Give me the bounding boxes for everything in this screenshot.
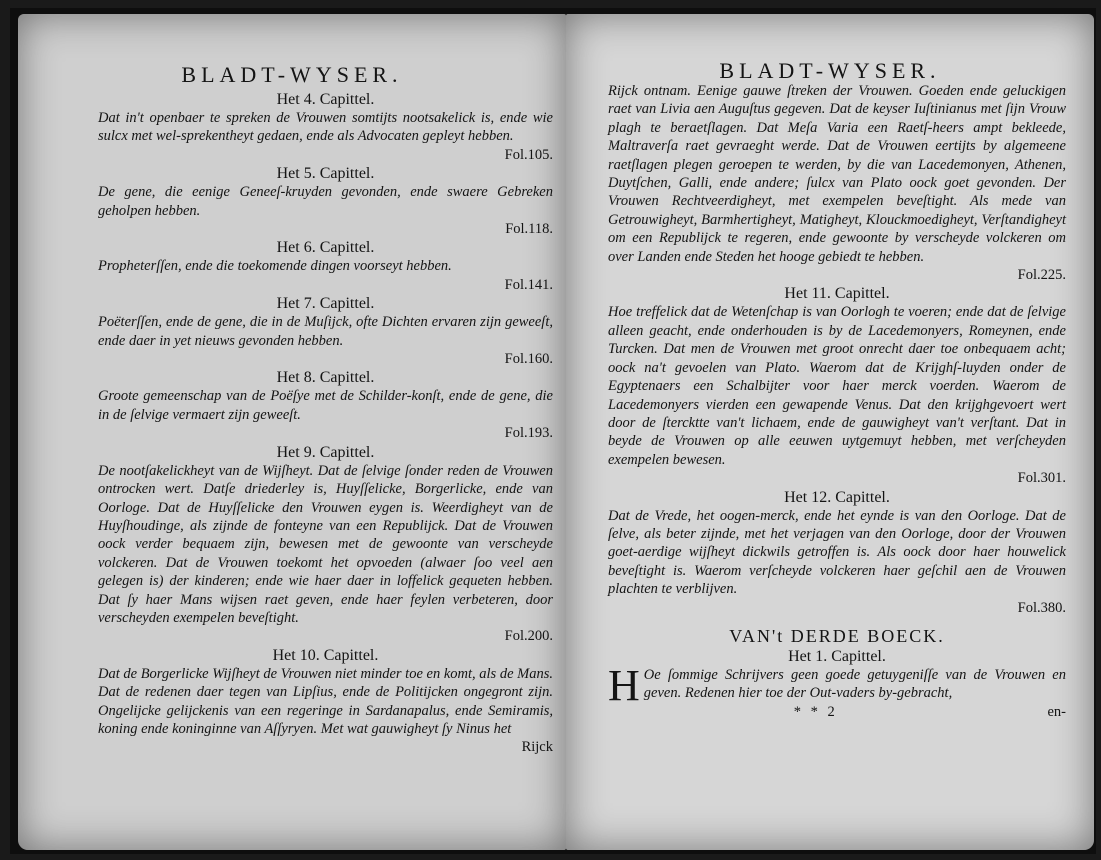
folio-reference: Fol.193. — [504, 425, 553, 442]
index-entry — [98, 443, 553, 646]
chapter-heading: Het 6. Capittel. — [276, 239, 375, 257]
chapter-heading: Het 11. Capittel. — [784, 285, 890, 303]
index-entry — [608, 82, 1066, 284]
folio-reference: Fol.380. — [1017, 599, 1066, 616]
index-entry — [608, 488, 1066, 617]
index-entry — [98, 164, 553, 238]
chapter-heading: Het 1. Capittel. — [788, 647, 886, 665]
chapter-heading: Het 5. Capittel. — [276, 165, 375, 183]
index-entry — [608, 284, 1066, 487]
part-title: VAN't DERDE BOECK. — [729, 625, 945, 646]
catchword: Rijck — [521, 739, 553, 756]
chapter-heading: Het 4. Capittel. — [276, 91, 375, 108]
index-entry — [98, 294, 553, 368]
page-header: BLADT-WYSER. — [181, 62, 403, 87]
chapter-summary: Hoe treffelick dat de Wetenſchap is van Oorlogh te voeren; ende dat de ſelvige alleen geacht, ende onderhouden is by de Lacedemonyers, Romeynen, ende Turcken. Dat men de Vrouwen met groot onrecht daer toe onbequaem acht; oock na't gevoelen van Plato. Waerom dat de Krijghſ-luyden onder de Egyptenaers een Schalbijter voor haer merck voerden. Waerom de Lacedemonyers vierden een gewapende Venus. Dat den krijghgevoert wert door de ſtercktte van't lichaem, ende de gauwigheyt van't verſtant. Dat in beyde de Vrouwen op alle eeuwen uytgemuyt hebben, met verſcheyden exempelen bewesen. — [608, 304, 1066, 468]
index-content — [98, 90, 553, 757]
chapter-heading: Het 12. Capittel. — [784, 488, 890, 506]
index-entry — [98, 90, 553, 164]
chapter-summary-text: Oe ſommige Schrijvers geen goede getuygeniſſe van de Vrouwen en geven. Redenen hier toe der Out-vaders by-gebracht, — [643, 666, 1066, 702]
chapter-summary: De gene, die eenige Geneeſ-kruyden gevonden, ende swaere Gebreken geholpen hebben. — [98, 184, 553, 219]
page-header: BLADT-WYSER. — [719, 58, 941, 83]
folio-reference: Fol.301. — [1017, 470, 1066, 487]
folio-reference: Fol.118. — [505, 221, 553, 238]
chapter-summary: Rijck ontnam. Eenige gauwe ſtreken der Vrouwen. Goeden ende geluckigen raet van Livia aen Auguſtus gegeven. Dat de keyser Iuſtinianus met ſijn Vrouw plagh te beraetſlagen. Dat Meſa Varia een Raetſ-heers ampt bekleede, Maltraverſa raet gevraeght werde. Dat de Vrouwen eertijts by algemeene raetſlagen plegen geroepen te werden, by die van Lacedemonyen, Athenen, Duytſchen, Galli, ende andere; ſulcx van Plato oock goet gevonden. Der Vrouwen Rechtveerdigheyt, met exempelen beveſtight. Als mede van Getrouwigheyt, Barmhertigheyt, Matigheyt, Klouckmoedigheyt, Verſtandigheyt om een Republijck te regeren, ende gewoonte by verscheyde volckeren om over Landen ende Steden het hooge gebiedt te hebben. — [608, 83, 1066, 265]
folio-reference: Fol.141. — [504, 276, 553, 293]
chapter-summary: Poëterſſen, ende de gene, die in de Muſijck, ofte Dichten ervaren zijn geweeſt, ende daer in yet nieuws gevonden hebben. — [98, 314, 553, 349]
index-entry — [98, 368, 553, 442]
chapter-summary: Dat de Borgerlicke Wijſheyt de Vrouwen niet minder toe en komt, als de Mans. Dat de redenen daer tegen van Lipſius, ende de Politijcken ongegront zijn. Ongelijcke gelijckenis van een regeringe in Sardanapalus, ende Semiramis, koning ende koninginne van Aſſyryen. Met wat gauwigheyt ſy Ninus het — [98, 665, 553, 737]
folio-reference: Fol.105. — [504, 146, 553, 163]
chapter-summary: Propheterſſen, ende die toekomende dingen voorseyt hebben. — [98, 258, 452, 275]
chapter-heading: Het 9. Capittel. — [276, 443, 375, 461]
chapter-summary: Dat in't openbaer te spreken de Vrouwen somtijts nootsakelick is, ende wie sulcx met wel-sprekentheyt gedaen, ende als Advocaten gepleyt hebben. — [98, 110, 553, 145]
folio-reference: Fol.160. — [504, 351, 553, 368]
index-entry — [98, 646, 553, 739]
right-page — [566, 14, 1094, 850]
drop-cap: H — [608, 660, 640, 710]
left-page — [18, 14, 566, 850]
book-spread — [10, 8, 1096, 854]
folio-reference: Fol.225. — [1017, 267, 1066, 284]
page-footer — [644, 703, 1066, 721]
chapter-heading: Het 7. Capittel. — [276, 295, 375, 313]
index-content — [608, 82, 1066, 721]
index-entry — [98, 238, 553, 294]
catchword: en- — [1047, 703, 1066, 720]
chapter-summary: Dat de Vrede, het oogen-merck, ende het eynde is van den Oorloge. Dat de ſelve, als beter zijnde, met het verjagen van den Oorloge, door der Vrouwen goet-aerdige wijſheyt dickwils getroffen is. Als oock door haer houwelick beveſtight is. Waerom verſcheyde volckeren haer geſchil aen de Vrouwen plachten te verblijven. — [608, 507, 1066, 598]
folio-reference: Fol.200. — [504, 628, 553, 645]
chapter-heading: Het 8. Capittel. — [276, 369, 375, 387]
chapter-summary: Groote gemeenschap van de Poëſye met de Schilder-konſt, ende de gene, die in de ſelvige vermaert zijn geweeſt. — [98, 388, 553, 423]
chapter-summary: De nootſakelickheyt van de Wijſheyt. Dat de ſelvige ſonder reden de Vrouwen ontrocken wert. Datſe driederley is, Huyſſelicke, Borgerlicke, ende van Oorloge. Dat de Huyſſelicke den Vrouwen eygen is. Weerdigheyt van de Huyſhoudinge, als zijnde de fonteyne van een Republijck. Dat de Vrouwen oock verder bequaem zijn, bewesen met de gewoonte van verscheyde volckeren. Dat de Vrouwen toekomt het opvoeden (alwaer ſoo veel aen gelegen is) der kinderen; ende wie haer daer in loffelick gequeten hebben. Dat ſy haer Mans wijsen raet geven, ende haer feylen verbeteren, door verscheyden exempelen beveſtight. — [98, 462, 553, 626]
chapter-summary — [608, 660, 1066, 710]
signature-mark: * * 2 — [793, 703, 838, 720]
chapter-heading: Het 10. Capittel. — [272, 646, 379, 664]
